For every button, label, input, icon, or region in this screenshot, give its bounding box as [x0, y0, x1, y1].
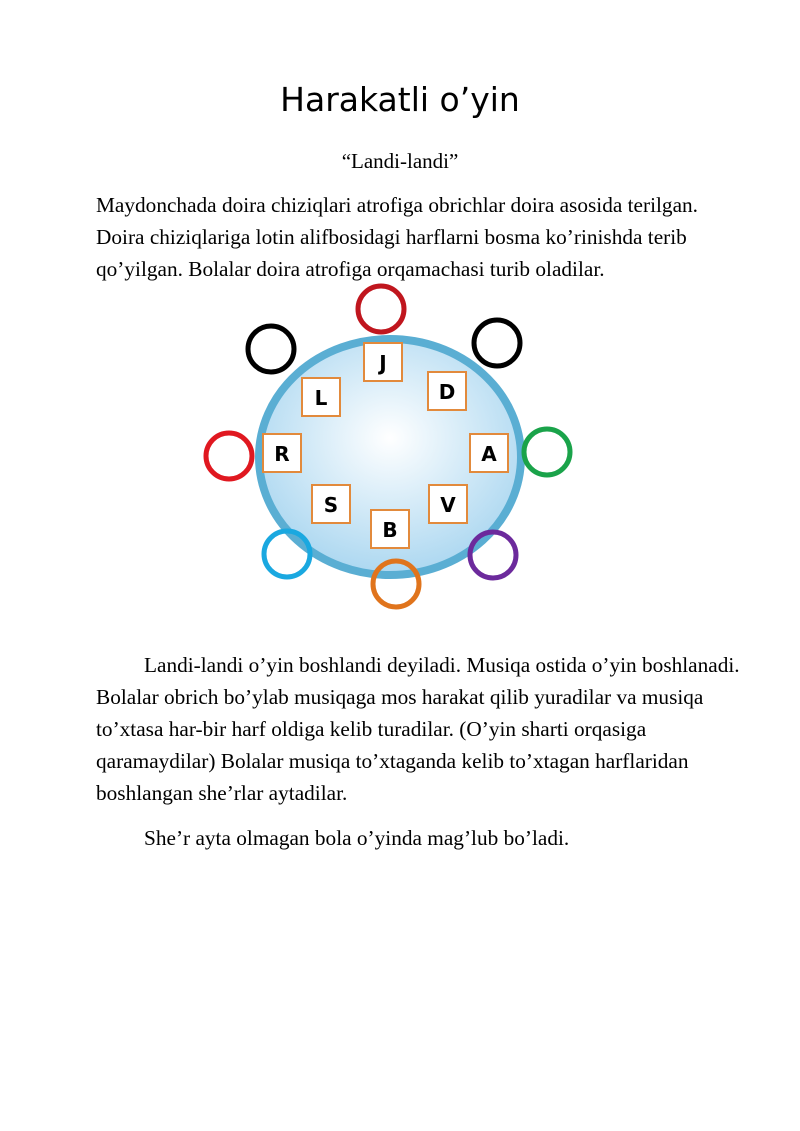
game-diagram — [195, 277, 585, 617]
hoop-bottom-right — [470, 532, 516, 578]
hoop-top — [358, 286, 404, 332]
letter-box-r — [263, 434, 301, 472]
letter-box-d — [428, 372, 466, 410]
letter-box-v — [429, 485, 467, 523]
letter-box-j — [364, 343, 402, 381]
paragraph-rules: Landi-landi o’yin boshlandi deyiladi. Musiqa ostida o’yin boshlanadi. Bolalar obrich bo’ylab musiqaga mos harakat qilib yuradilar va musiqa to’xtasa har-bir harf oldiga kelib turadilar. (O’yin sharti orqasiga qaramaydilar) Bolalar musiqa to’xtaganda kelib to’xtagan harflaridan boshlangan she’rlar aytadilar. — [96, 653, 740, 805]
letter-l: L — [314, 386, 328, 410]
letter-box-s — [312, 485, 350, 523]
page-title: Harakatli o’yin — [280, 80, 520, 119]
letter-d: D — [438, 380, 456, 404]
letter-v: V — [440, 493, 456, 517]
hoop-left — [206, 433, 252, 479]
hoop-right — [524, 429, 570, 475]
letter-a: A — [481, 442, 497, 466]
letter-j: J — [379, 351, 387, 375]
hoop-top-right — [474, 320, 520, 366]
page-subtitle: “Landi-landi” — [341, 149, 459, 173]
letter-box-a — [470, 434, 508, 472]
letter-box-l — [302, 378, 340, 416]
hoop-top-left — [248, 326, 294, 372]
letter-box-b — [371, 510, 409, 548]
letter-s: S — [323, 493, 339, 517]
letter-r: R — [274, 442, 290, 466]
letter-b: B — [382, 518, 398, 542]
paragraph-outcome: She’r ayta olmagan bola o’yinda mag’lub bo’ladi. — [144, 826, 570, 850]
paragraph-intro: Maydonchada doira chiziqlari atrofiga obrichlar doira asosida terilgan. Doira chiziqlariga lotin alifbosidagi harflarni bosma ko’rinishda terib qo’yilgan. Bolalar doira atrofiga orqamachasi turib oladilar. — [96, 193, 698, 281]
hoop-bottom-left — [264, 531, 310, 577]
